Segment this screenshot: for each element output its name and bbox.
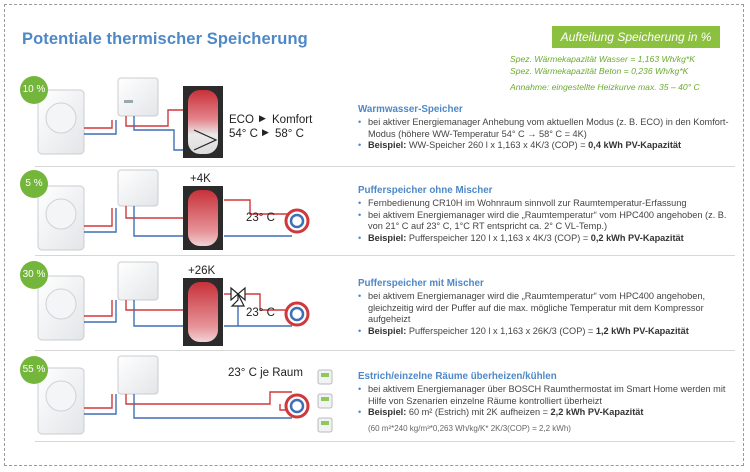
mixing-valve-icon xyxy=(231,288,245,306)
room-thermostat-icon xyxy=(318,370,332,432)
section-body xyxy=(358,291,738,337)
share-badge: 30 % xyxy=(20,261,48,289)
temp-increase-label: +26K xyxy=(188,265,216,277)
example-text: Pufferspeicher 120 l x 1,163 x 26K/3 (COP) = xyxy=(406,325,596,336)
radiator-circuit xyxy=(286,395,308,417)
room-temp-label: 23° C xyxy=(246,307,275,319)
buffer-tank xyxy=(183,278,223,346)
example-result: 0,4 kWh PV-Kapazität xyxy=(588,140,682,151)
section-heading: Warmwasser-Speicher xyxy=(358,104,463,115)
temp-komfort-label: 58° C xyxy=(275,128,304,140)
mode-eco-label: ECO xyxy=(229,114,254,126)
page-title: Potentiale thermischer Speicherung xyxy=(22,30,308,48)
arrow-right-icon: ▶ xyxy=(262,127,269,137)
bullet-item: • bei aktivem Energiemanager wird die „Raumtemperatur“ vom HPC400 angehoben, gleichzeitig wird der Puffer auf die max. mögliche Temperatur mit dem Kompressor aufgeheizt xyxy=(358,291,738,326)
buffer-tank xyxy=(183,186,223,250)
bullet-item: • bei aktivem Energiemanager über BOSCH Raumthermostat im Smart Home werden mit Hilfe von Szenarien einzelne Räume kontrolliert überheizt xyxy=(358,384,738,407)
dhw-tank xyxy=(183,86,223,158)
outdoor-unit xyxy=(38,276,84,340)
indoor-unit xyxy=(118,170,158,206)
example-label: Beispiel: xyxy=(368,232,407,243)
example-result: 0,2 kWh PV-Kapazität xyxy=(590,232,684,243)
temp-increase-label: +4K xyxy=(190,173,211,185)
spec-line-concrete: Spez. Wärmekapazität Beton = 0,236 Wh/kg*K xyxy=(510,66,689,76)
arrow-right-icon: ▶ xyxy=(259,113,266,123)
indoor-unit xyxy=(118,356,158,394)
spec-line-water: Spez. Wärmekapazität Wasser = 1,163 Wh/kg*K xyxy=(510,54,695,64)
mode-komfort-label: Komfort xyxy=(272,114,313,126)
example-text: WW-Speicher 260 l x 1,163 x 4K/3 (COP) = xyxy=(406,140,589,151)
section-heading: Pufferspeicher mit Mischer xyxy=(358,278,484,289)
example-line xyxy=(358,233,738,245)
spec-line-assumption: Annahme: eingestellte Heizkurve max. 35 – 40° C xyxy=(510,82,700,92)
indoor-unit xyxy=(118,262,158,300)
section-body xyxy=(358,117,738,152)
outdoor-unit xyxy=(38,186,84,250)
example-label: Beispiel: xyxy=(368,325,407,336)
example-label: Beispiel: xyxy=(368,140,407,151)
example-text: Pufferspeicher 120 l x 1,163 x 4K/3 (COP) = xyxy=(406,232,591,243)
outdoor-unit xyxy=(38,90,84,154)
bullet-item: • bei aktivem Energiemanager wird die „Raumtemperatur“ vom HPC400 angehoben (z. B. von 21° C auf 23° C, 1°C RT entspricht ca. 2° C VL-Temp.) xyxy=(358,210,738,233)
pipes xyxy=(84,392,292,418)
bullet-item: • bei aktiver Energiemanager Anhebung vom aktuellen Modus (z. B. ECO) in den Komfort-Modus (höhere WW-Temperatur 54° C → 58° C = 4K) xyxy=(358,117,738,140)
distribution-header-box: Aufteilung Speicherung in % xyxy=(552,26,720,48)
share-badge: 5 % xyxy=(20,170,48,198)
radiator-circuit xyxy=(286,303,308,325)
share-badge: 55 % xyxy=(20,356,48,384)
room-temp-label: 23° C xyxy=(246,212,275,224)
share-badge: 10 % xyxy=(20,76,48,104)
section-heading: Estrich/einzelne Räume überheizen/kühlen xyxy=(358,371,557,382)
example-text: 60 m² (Estrich) mit 2K aufheizen = xyxy=(406,407,551,418)
section-body xyxy=(358,384,738,419)
example-line xyxy=(358,140,738,152)
example-line xyxy=(358,326,738,338)
indoor-unit xyxy=(118,78,158,116)
calculation-footnote: (60 m²*240 kg/m³*0,263 Wh/kg/K* 2K/3(COP) = 2,2 kWh) xyxy=(368,424,571,433)
section-body xyxy=(358,198,738,244)
room-temp-label: 23° C je Raum xyxy=(228,367,303,379)
example-result: 2,2 kWh PV-Kapazität xyxy=(550,407,644,418)
bullet-item: • Fernbedienung CR10H im Wohnraum sinnvoll zur Raumtemperatur-Erfassung xyxy=(358,198,738,210)
example-line xyxy=(358,407,738,419)
temp-eco-label: 54° C xyxy=(229,128,258,140)
example-result: 1,2 kWh PV-Kapazität xyxy=(595,325,689,336)
example-label: Beispiel: xyxy=(368,407,407,418)
radiator-circuit xyxy=(286,210,308,232)
section-heading: Pufferspeicher ohne Mischer xyxy=(358,185,493,196)
